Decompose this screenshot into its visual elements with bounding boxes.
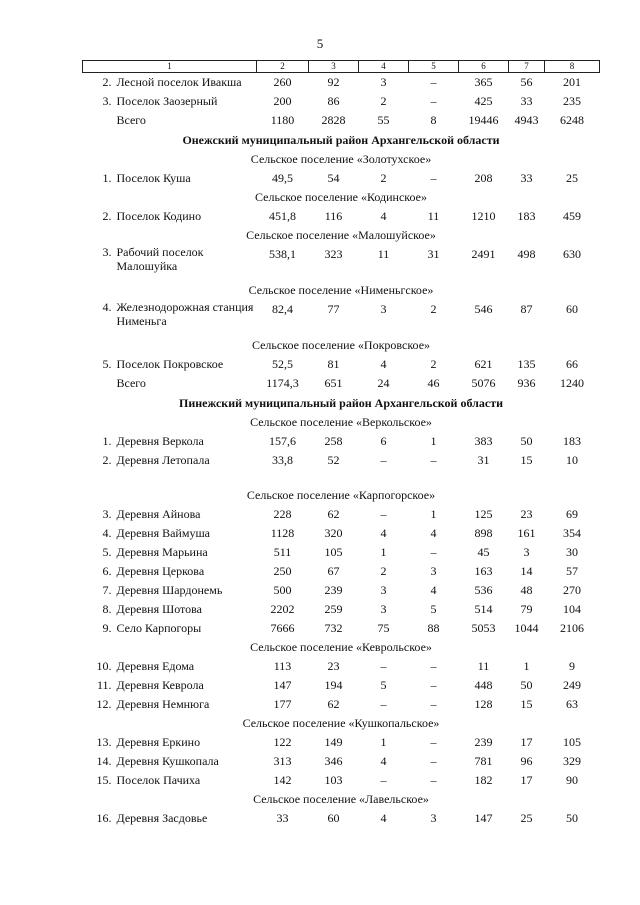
- settlement-name: Деревня Марьина: [116, 545, 208, 559]
- table-row: [83, 600, 600, 619]
- value-cell: –: [430, 94, 437, 108]
- row-number: 7.: [102, 583, 112, 597]
- row-number: [83, 374, 115, 393]
- value-cell: 2: [380, 94, 387, 108]
- spacer-row: [83, 470, 600, 486]
- settlement-name: Деревня Церкова: [116, 564, 205, 578]
- value-cell: 2: [380, 564, 387, 578]
- value-cell: 732: [324, 621, 343, 635]
- value-cell: 15: [520, 453, 533, 467]
- table-row: [83, 169, 600, 188]
- value-cell: 45: [477, 545, 490, 559]
- value-cell: 33,8: [272, 453, 293, 467]
- value-cell: 1: [380, 735, 387, 749]
- value-cell: 3: [430, 811, 437, 825]
- column-number-header: [83, 61, 600, 73]
- value-cell: 514: [474, 602, 493, 616]
- value-cell: 365: [474, 75, 493, 89]
- value-cell: 125: [474, 507, 493, 521]
- value-cell: 4: [380, 811, 387, 825]
- row-number: 14.: [96, 754, 112, 768]
- value-cell: –: [380, 453, 387, 467]
- value-cell: 11: [377, 247, 390, 261]
- value-cell: 200: [273, 94, 292, 108]
- value-cell: 11: [427, 209, 440, 223]
- settlement-name: Поселок Пачиха: [116, 773, 201, 787]
- rural-settlement-heading: Сельское поселение «Золотухское»: [250, 152, 432, 166]
- table-row: [83, 451, 600, 470]
- value-cell: 96: [520, 754, 533, 768]
- value-cell: 511: [273, 545, 292, 559]
- row-number: 2.: [102, 453, 112, 467]
- rural-settlement-heading: Сельское поселение «Малошуйское»: [246, 228, 436, 242]
- value-cell: 105: [324, 545, 343, 559]
- value-cell: 50: [520, 678, 533, 692]
- district-heading-row: [83, 393, 600, 413]
- value-cell: 320: [324, 526, 343, 540]
- value-cell: 25: [520, 811, 533, 825]
- value-cell: 183: [517, 209, 536, 223]
- value-cell: 17: [520, 773, 533, 787]
- row-number: 3.: [102, 245, 112, 259]
- rural-settlement-heading: Сельское поселение «Кеврольское»: [250, 640, 432, 654]
- row-number: 1.: [102, 171, 112, 185]
- value-cell: 60: [566, 302, 578, 316]
- value-cell: 250: [273, 564, 292, 578]
- value-cell: 329: [563, 754, 581, 768]
- value-cell: 182: [474, 773, 493, 787]
- value-cell: 7666: [270, 621, 295, 635]
- rural-settlement-heading: Сельское поселение «Лавельское»: [253, 792, 429, 806]
- value-cell: –: [380, 659, 387, 673]
- value-cell: –: [430, 545, 437, 559]
- value-cell: 194: [324, 678, 343, 692]
- value-cell: 90: [566, 773, 578, 787]
- table-row: [83, 245, 600, 281]
- value-cell: 79: [520, 602, 533, 616]
- value-cell: 5053: [471, 621, 496, 635]
- value-cell: 81: [327, 357, 340, 371]
- value-cell: 1174,3: [266, 376, 299, 390]
- value-cell: –: [430, 171, 437, 185]
- settlement-name: Деревня Еркино: [116, 735, 201, 749]
- subsection-heading-row: [83, 790, 600, 809]
- value-cell: 67: [327, 564, 340, 578]
- table-row: [83, 543, 600, 562]
- subsection-heading-row: [83, 188, 600, 207]
- value-cell: 15: [520, 697, 533, 711]
- rural-settlement-heading: Сельское поселение «Нименьгское»: [248, 283, 434, 297]
- value-cell: 66: [566, 357, 578, 371]
- value-cell: 201: [563, 75, 581, 89]
- table-row: [83, 657, 600, 676]
- value-cell: 63: [566, 697, 578, 711]
- value-cell: 25: [566, 171, 578, 185]
- row-number: 2.: [102, 75, 112, 89]
- rural-settlement-heading: Сельское поселение «Покровское»: [251, 338, 431, 352]
- value-cell: 60: [327, 811, 340, 825]
- row-number: [83, 111, 115, 130]
- table-row: [83, 524, 600, 543]
- value-cell: 2106: [560, 621, 584, 635]
- value-cell: 104: [563, 602, 581, 616]
- value-cell: 49,5: [272, 171, 293, 185]
- value-cell: 163: [474, 564, 493, 578]
- value-cell: 235: [563, 94, 581, 108]
- value-cell: 259: [324, 602, 343, 616]
- value-cell: 448: [474, 678, 493, 692]
- value-cell: 50: [566, 811, 578, 825]
- row-number: 6.: [102, 564, 112, 578]
- value-cell: 82,4: [272, 302, 293, 316]
- row-number: 5.: [102, 545, 112, 559]
- value-cell: 8: [430, 113, 437, 127]
- value-cell: 2491: [471, 247, 496, 261]
- settlement-name: Деревня Веркола: [116, 434, 204, 448]
- table-row: [83, 432, 600, 451]
- table-row: [83, 676, 600, 695]
- value-cell: 4: [430, 526, 437, 540]
- value-cell: 157,6: [269, 434, 296, 448]
- value-cell: 536: [474, 583, 493, 597]
- table-row: [83, 562, 600, 581]
- settlement-name: Деревня Едома: [116, 659, 195, 673]
- value-cell: 113: [273, 659, 292, 673]
- value-cell: 142: [273, 773, 292, 787]
- value-cell: 62: [327, 697, 340, 711]
- value-cell: 459: [563, 209, 581, 223]
- value-cell: 105: [563, 735, 581, 749]
- table-row: [83, 355, 600, 374]
- row-number: 13.: [96, 735, 112, 749]
- row-number: 2.: [102, 209, 112, 223]
- value-cell: 56: [520, 75, 533, 89]
- settlement-name: Деревня Засдовье: [116, 811, 208, 825]
- value-cell: 116: [324, 209, 343, 223]
- value-cell: 498: [517, 247, 536, 261]
- table-row: [83, 207, 600, 226]
- value-cell: 249: [563, 678, 581, 692]
- value-cell: 239: [324, 583, 343, 597]
- table-row: [83, 505, 600, 524]
- value-cell: 1: [380, 545, 387, 559]
- value-cell: 147: [273, 678, 292, 692]
- value-cell: 5: [380, 678, 387, 692]
- value-cell: 4: [380, 754, 387, 768]
- value-cell: 500: [273, 583, 292, 597]
- table-row: [83, 111, 600, 130]
- settlement-name: Поселок Куша: [116, 171, 191, 185]
- subsection-heading-row: [83, 486, 600, 505]
- page-number: 5: [316, 36, 324, 51]
- subsection-heading-row: [83, 638, 600, 657]
- rural-settlement-heading: Сельское поселение «Кодинское»: [255, 190, 427, 204]
- value-cell: 31: [427, 247, 440, 261]
- table-row: [83, 752, 600, 771]
- value-cell: 24: [377, 376, 390, 390]
- value-cell: 10: [566, 453, 578, 467]
- value-cell: 621: [474, 357, 493, 371]
- subsection-heading-row: [83, 150, 600, 169]
- value-cell: 1: [430, 507, 437, 521]
- settlement-name: Деревня Кеврола: [116, 678, 204, 692]
- value-cell: 258: [324, 434, 343, 448]
- value-cell: –: [380, 507, 387, 521]
- settlement-name: Деревня Кушкопала: [116, 754, 219, 768]
- value-cell: 239: [474, 735, 493, 749]
- value-cell: 31: [477, 453, 490, 467]
- row-number: 4.: [102, 300, 112, 314]
- value-cell: 4943: [514, 113, 539, 127]
- table-row: [83, 73, 600, 93]
- table-row: [83, 619, 600, 638]
- value-cell: 5: [430, 602, 437, 616]
- value-cell: 260: [273, 75, 292, 89]
- row-number: 12.: [96, 697, 112, 711]
- subsection-heading-row: [83, 413, 600, 432]
- subsection-heading-row: [83, 336, 600, 355]
- value-cell: 1044: [514, 621, 539, 635]
- value-cell: 1210: [471, 209, 496, 223]
- value-cell: 77: [327, 302, 340, 316]
- value-cell: 69: [566, 507, 578, 521]
- row-number: 3.: [102, 94, 112, 108]
- rural-settlement-heading: Сельское поселение «Карпогорское»: [246, 488, 436, 502]
- rural-settlement-heading: Сельское поселение «Кушкопальское»: [242, 716, 440, 730]
- value-cell: 270: [563, 583, 581, 597]
- value-cell: 30: [566, 545, 578, 559]
- value-cell: 103: [324, 773, 343, 787]
- value-cell: 208: [474, 171, 493, 185]
- value-cell: 4: [430, 583, 437, 597]
- value-cell: 50: [520, 434, 533, 448]
- value-cell: 87: [520, 302, 533, 316]
- header-cell: 3: [309, 61, 359, 73]
- value-cell: 19446: [468, 113, 499, 127]
- district-heading: Онежский муниципальный район Архангельской области: [182, 133, 500, 147]
- row-number: 1.: [102, 434, 112, 448]
- district-heading-row: [83, 130, 600, 150]
- value-cell: 1128: [270, 526, 295, 540]
- value-cell: 3: [523, 545, 530, 559]
- subsection-heading-row: [83, 714, 600, 733]
- value-cell: 1: [523, 659, 530, 673]
- value-cell: 23: [327, 659, 340, 673]
- value-cell: 57: [566, 564, 578, 578]
- value-cell: –: [430, 735, 437, 749]
- value-cell: 3: [380, 75, 387, 89]
- spacer-cell: [83, 470, 600, 486]
- value-cell: 313: [273, 754, 292, 768]
- value-cell: 6: [380, 434, 387, 448]
- header-cell: 2: [257, 61, 309, 73]
- table-row: [83, 809, 600, 828]
- district-heading: Пинежский муниципальный район Архангельской области: [178, 396, 504, 410]
- value-cell: 3: [380, 583, 387, 597]
- settlement-name: Деревня Айнова: [116, 507, 201, 521]
- value-cell: 149: [324, 735, 343, 749]
- value-cell: 538,1: [269, 247, 296, 261]
- settlements-table: [82, 60, 600, 828]
- settlement-name: Деревня Ваймуша: [116, 526, 211, 540]
- value-cell: 6248: [560, 113, 584, 127]
- value-cell: 3: [380, 302, 387, 316]
- table-row: [83, 92, 600, 111]
- value-cell: –: [430, 773, 437, 787]
- rural-settlement-heading: Сельское поселение «Веркольское»: [250, 415, 432, 429]
- value-cell: –: [430, 697, 437, 711]
- value-cell: 4: [380, 526, 387, 540]
- settlement-name: Всего: [116, 113, 146, 127]
- value-cell: –: [430, 75, 437, 89]
- value-cell: 4: [380, 357, 387, 371]
- row-number: 15.: [96, 773, 112, 787]
- value-cell: 2: [430, 302, 437, 316]
- value-cell: 135: [517, 357, 536, 371]
- header-cell: 8: [545, 61, 600, 73]
- value-cell: 898: [474, 526, 493, 540]
- value-cell: 14: [520, 564, 533, 578]
- table-row: [83, 695, 600, 714]
- settlement-name: Лесной поселок Ивакша: [116, 75, 242, 89]
- value-cell: 128: [474, 697, 493, 711]
- value-cell: 2: [430, 357, 437, 371]
- settlement-name: Всего: [116, 376, 146, 390]
- row-number: 9.: [102, 621, 112, 635]
- value-cell: 9: [569, 659, 575, 673]
- value-cell: –: [430, 453, 437, 467]
- value-cell: 55: [377, 113, 390, 127]
- value-cell: 781: [474, 754, 493, 768]
- value-cell: 354: [563, 526, 581, 540]
- subsection-heading-row: [83, 226, 600, 245]
- table-row: [83, 374, 600, 393]
- value-cell: 161: [517, 526, 536, 540]
- value-cell: 651: [324, 376, 343, 390]
- value-cell: 177: [273, 697, 292, 711]
- value-cell: 46: [427, 376, 440, 390]
- value-cell: 33: [276, 811, 289, 825]
- value-cell: 1180: [270, 113, 295, 127]
- value-cell: 75: [377, 621, 390, 635]
- header-cell: 6: [459, 61, 509, 73]
- value-cell: 451,8: [269, 209, 296, 223]
- row-number: 4.: [102, 526, 112, 540]
- settlement-name: Деревня Шотова: [116, 602, 202, 616]
- table-row: [83, 300, 600, 336]
- value-cell: 5076: [471, 376, 496, 390]
- value-cell: 3: [380, 602, 387, 616]
- settlement-name: Деревня Летопала: [116, 453, 210, 467]
- value-cell: 33: [520, 94, 533, 108]
- value-cell: –: [430, 754, 437, 768]
- value-cell: 936: [517, 376, 536, 390]
- value-cell: 54: [327, 171, 340, 185]
- subsection-heading-row: [83, 281, 600, 300]
- value-cell: 346: [324, 754, 343, 768]
- value-cell: –: [380, 697, 387, 711]
- settlement-name: Деревня Шардонемь: [116, 583, 223, 597]
- value-cell: 33: [520, 171, 533, 185]
- value-cell: 3: [430, 564, 437, 578]
- value-cell: 383: [474, 434, 493, 448]
- value-cell: –: [430, 678, 437, 692]
- value-cell: 17: [520, 735, 533, 749]
- settlement-name: Деревня Немнюга: [116, 697, 210, 711]
- header-cell: 7: [509, 61, 545, 73]
- value-cell: 23: [520, 507, 533, 521]
- header-cell: 1: [83, 61, 257, 73]
- value-cell: 228: [273, 507, 292, 521]
- value-cell: 122: [273, 735, 292, 749]
- value-cell: 88: [427, 621, 440, 635]
- value-cell: 546: [474, 302, 493, 316]
- row-number: 10.: [96, 659, 112, 673]
- value-cell: 2202: [270, 602, 295, 616]
- value-cell: 323: [324, 247, 343, 261]
- header-cell: 4: [359, 61, 409, 73]
- value-cell: 2: [380, 171, 387, 185]
- settlement-name: Поселок Кодино: [116, 209, 202, 223]
- value-cell: 183: [563, 434, 581, 448]
- value-cell: 52: [327, 453, 340, 467]
- settlement-name: Железнодорожная станция Нименьга: [116, 300, 254, 328]
- table-row: [83, 771, 600, 790]
- settlement-name: Поселок Заозерный: [116, 94, 218, 108]
- value-cell: 4: [380, 209, 387, 223]
- row-number: 3.: [102, 507, 112, 521]
- value-cell: –: [380, 773, 387, 787]
- value-cell: 630: [563, 247, 581, 261]
- row-number: 16.: [96, 811, 112, 825]
- value-cell: 147: [474, 811, 493, 825]
- value-cell: 425: [474, 94, 493, 108]
- row-number: 11.: [96, 678, 112, 692]
- table-row: [83, 581, 600, 600]
- header-cell: 5: [409, 61, 459, 73]
- row-number: 8.: [102, 602, 112, 616]
- value-cell: 1: [430, 434, 437, 448]
- value-cell: 2828: [321, 113, 346, 127]
- value-cell: 52,5: [272, 357, 293, 371]
- table-row: [83, 733, 600, 752]
- value-cell: 11: [477, 659, 490, 673]
- value-cell: 48: [520, 583, 533, 597]
- value-cell: 62: [327, 507, 340, 521]
- settlement-name: Село Карпогоры: [116, 621, 202, 635]
- settlement-name: Поселок Покровское: [116, 357, 224, 371]
- settlement-name: Рабочий поселок Малошуйка: [116, 245, 204, 273]
- value-cell: 92: [327, 75, 340, 89]
- value-cell: –: [430, 659, 437, 673]
- row-number: 5.: [102, 357, 112, 371]
- value-cell: 1240: [560, 376, 584, 390]
- value-cell: 86: [327, 94, 340, 108]
